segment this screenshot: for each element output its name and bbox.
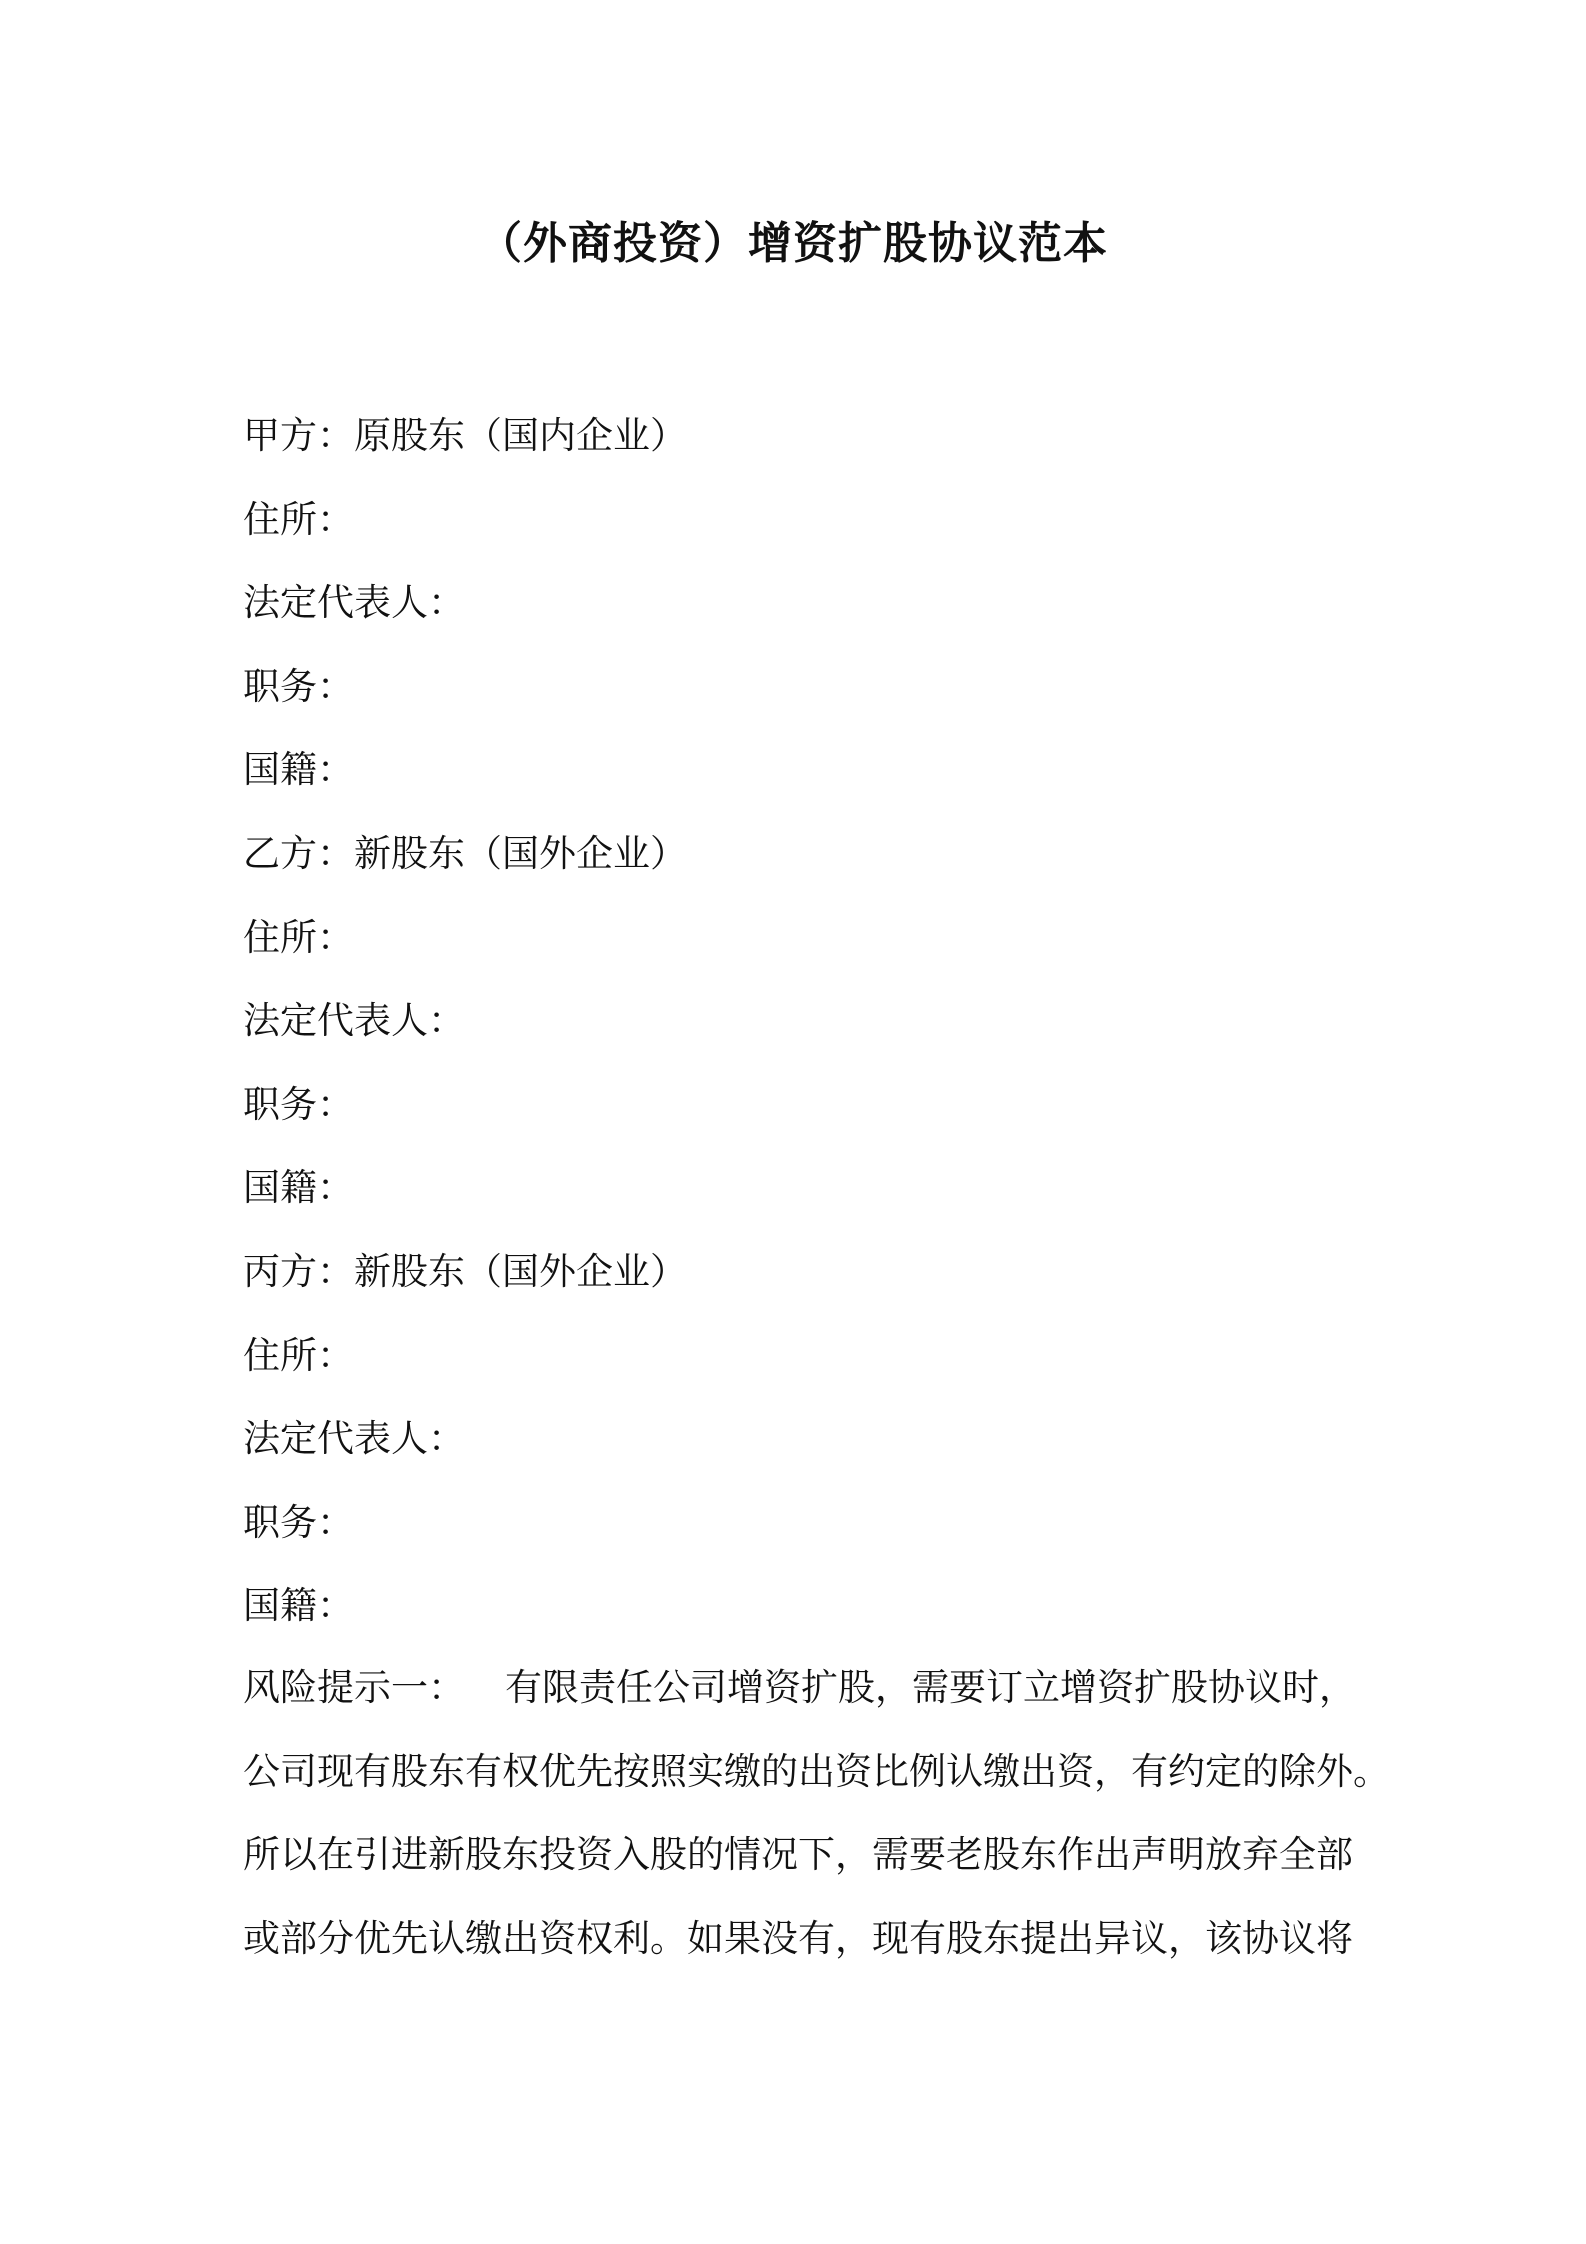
party-b-nationality: 国籍： <box>243 1166 354 1210</box>
risk-notice-line: 或部分优先认缴出资权利。如果没有，现有股东提出异议，该协议将 <box>243 1916 1353 1960</box>
risk-notice-line: 所以在引进新股东投资入股的情况下，需要老股东作出声明放弃全部 <box>243 1833 1353 1877</box>
risk-notice-text: 有限责任公司增资扩股，需要订立增资扩股协议时， <box>505 1666 1356 1709</box>
party-c-nationality: 国籍： <box>243 1584 354 1628</box>
party-b-position: 职务： <box>243 1082 354 1126</box>
party-c-legal-representative: 法定代表人： <box>243 1417 465 1461</box>
party-a-address: 住所： <box>243 497 354 541</box>
party-c-position: 职务： <box>243 1500 354 1544</box>
party-a-position: 职务： <box>243 664 354 708</box>
party-b-address: 住所： <box>243 915 354 959</box>
risk-notice-line <box>243 1658 1373 1742</box>
party-b-legal-representative: 法定代表人： <box>243 999 465 1043</box>
party-info-list <box>243 406 1383 1660</box>
party-b-heading: 乙方：新股东（国外企业） <box>243 831 687 875</box>
risk-notice <box>243 1658 1390 1992</box>
party-a-heading: 甲方：原股东（国内企业） <box>243 414 687 457</box>
risk-notice-line: 公司现有股东有权优先按照实缴的出资比例认缴出资，有约定的除外。 <box>243 1749 1390 1793</box>
party-a-legal-representative: 法定代表人： <box>243 581 465 625</box>
party-c-address: 住所： <box>243 1333 354 1377</box>
party-a-nationality: 国籍： <box>243 748 354 792</box>
document-title: （外商投资）增资扩股协议范本 <box>478 218 1108 269</box>
party-c-heading: 丙方：新股东（国外企业） <box>243 1249 687 1293</box>
risk-notice-label: 风险提示一： <box>243 1666 465 1709</box>
